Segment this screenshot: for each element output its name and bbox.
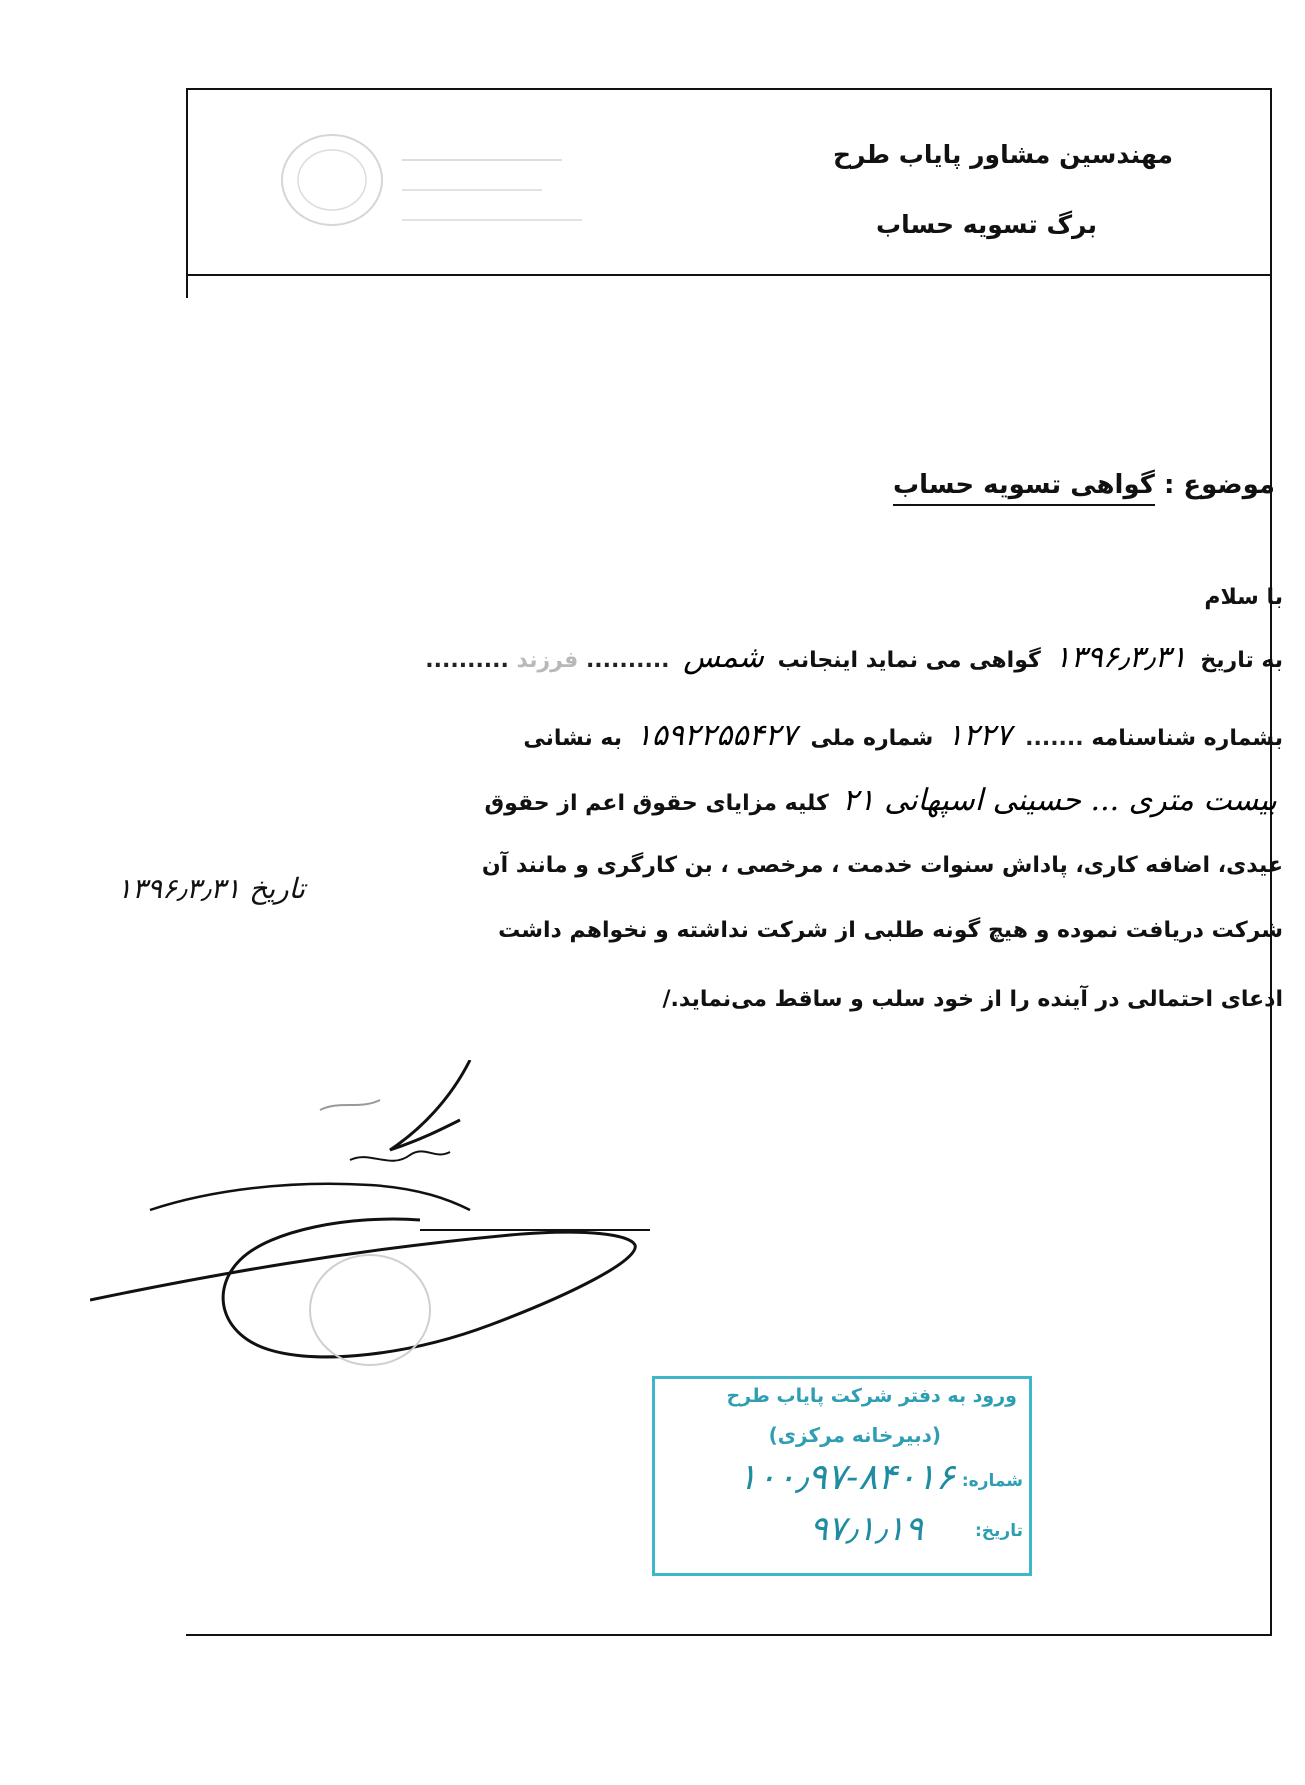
signature-and-seal xyxy=(90,1060,650,1400)
header-divider xyxy=(186,274,1272,276)
faded-logo-stamp xyxy=(262,120,622,250)
body-line-6: ادعای احتمالی در آینده را از خود سلب و ساقط می‌نماید./ xyxy=(662,987,1283,1012)
stamp-number-value: ۱۰۰٫۹۷-۸۴۰۱۶ xyxy=(737,1457,955,1498)
line1-middle: گواهی می نماید اینجانب xyxy=(777,648,1041,673)
body-line-4: عیدی، اضافه کاری، پاداش سنوات خدمت ، مرخصی ، بن کارگری و مانند آن xyxy=(481,853,1283,878)
subject-line xyxy=(893,470,1275,500)
stamp-date-label: تاریخ: xyxy=(975,1521,1023,1541)
stamp-title: ورود به دفتر شرکت پایاب طرح xyxy=(726,1385,1017,1407)
company-name: مهندسین مشاور پایاب طرح xyxy=(832,140,1173,169)
address-label: به نشانی xyxy=(523,726,623,751)
body-line-5: شرکت دریافت نموده و هیچ گونه طلبی از شرکت نداشته و نخواهم داشت xyxy=(498,918,1283,943)
handwritten-name: شمس xyxy=(683,640,764,675)
handwritten-id-number: ۱۲۲۷ xyxy=(947,718,1012,753)
stamp-date-value: ۹۷٫۱٫۱۹ xyxy=(809,1509,923,1549)
greeting: با سلام xyxy=(1204,585,1283,610)
handwritten-national-number: ۱۵۹۲۲۵۵۴۲۷ xyxy=(635,718,797,753)
stamp-subtitle: (دبیرخانه مرکزی) xyxy=(768,1423,941,1447)
handwritten-date: ۱۳۹۶٫۳٫۳۱ xyxy=(1054,640,1187,675)
handwritten-address: بیست متری ... حسینی اسپهانی ۲۱ xyxy=(842,783,1277,818)
id-label: بشماره شناسنامه xyxy=(1091,726,1283,751)
body-line-1: به تاریخ ۱۳۹۶٫۳٫۳۱ گواهی می نماید اینجانب شمس .......... فرزند .......... xyxy=(425,640,1283,675)
body-line-2: بشماره شناسنامه ....... ۱۲۲۷ شماره ملی ۱۵۹۲۲۵۵۴۲۷ به نشانی xyxy=(523,718,1283,753)
body-line-3 xyxy=(484,783,1283,818)
receipt-stamp xyxy=(652,1376,1032,1576)
handwritten-date-note: تاریخ ۱۳۹۶٫۳٫۳۱ xyxy=(116,872,305,905)
line1-prefix: به تاریخ xyxy=(1200,648,1283,673)
bottom-border xyxy=(186,1634,1272,1636)
national-label: شماره ملی xyxy=(810,726,934,751)
line1-child-of: فرزند xyxy=(516,648,579,673)
subject-label: موضوع : xyxy=(1163,470,1275,500)
line3-tail: کلیه مزایای حقوق اعم از حقوق xyxy=(484,791,829,816)
form-title: برگ تسویه حساب xyxy=(876,210,1097,239)
top-border xyxy=(186,88,1272,90)
subject-value: گواهی تسویه حساب xyxy=(893,470,1155,506)
left-border-top xyxy=(186,88,188,298)
stamp-number-label: شماره: xyxy=(961,1471,1023,1491)
